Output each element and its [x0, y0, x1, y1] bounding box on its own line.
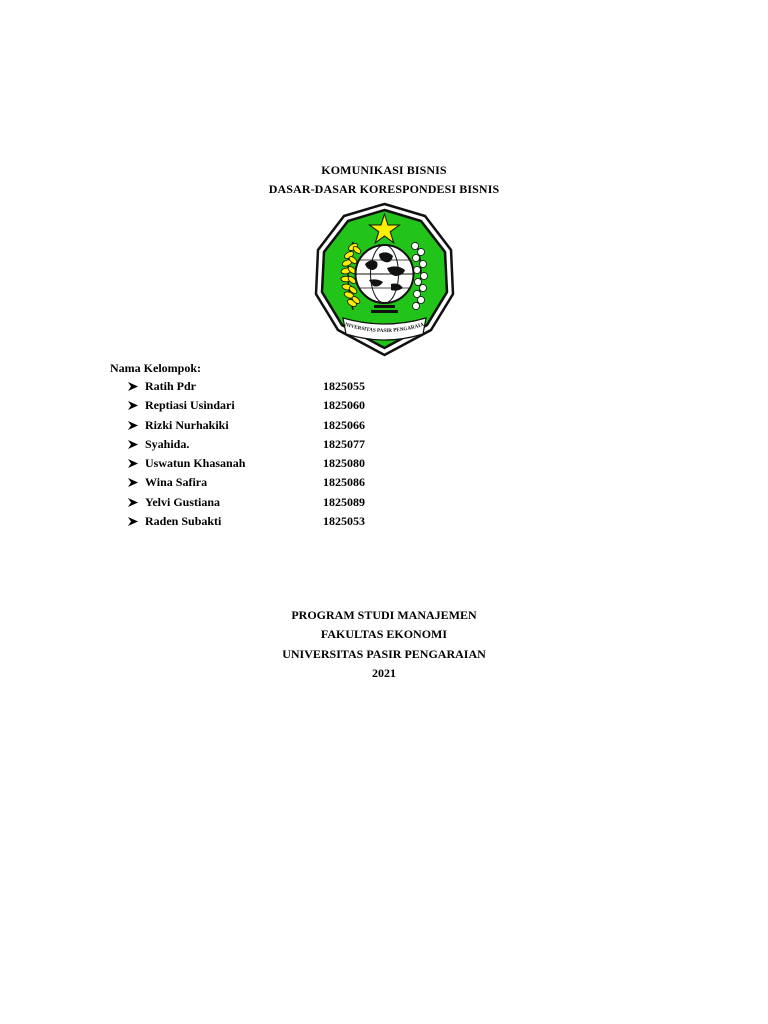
- member-name: Rizki Nurhakiki: [145, 417, 229, 432]
- university-name: UNIVERSITAS PASIR PENGARAIAN: [282, 646, 486, 661]
- member-id: 1825086: [323, 475, 365, 490]
- title-block: [0, 161, 768, 199]
- member-id: 1825060: [323, 398, 365, 413]
- member-id: 1825089: [323, 494, 365, 509]
- member-name: Reptiasi Usindari: [145, 398, 235, 413]
- arrowhead-bullet-icon: [128, 478, 138, 487]
- year: 2021: [372, 665, 396, 680]
- member-id: 1825077: [323, 436, 365, 451]
- course-title: KOMUNIKASI BISNIS: [321, 163, 447, 177]
- arrowhead-bullet-icon: [128, 382, 138, 391]
- member-name: Yelvi Gustiana: [145, 494, 221, 509]
- arrowhead-bullet-icon: [128, 517, 138, 526]
- member-name: Uswatun Khasanah: [145, 456, 246, 471]
- member-name: Wina Safira: [145, 475, 208, 490]
- assignment-title: DASAR-DASAR KORESPONDESI BISNIS: [268, 182, 500, 196]
- university-emblem-icon: [313, 202, 456, 357]
- arrowhead-bullet-icon: [128, 440, 138, 449]
- member-id: 1825055: [323, 379, 365, 393]
- arrowhead-bullet-icon: [128, 498, 138, 507]
- member-name: Raden Subakti: [145, 514, 222, 529]
- member-name: Syahida.: [145, 436, 190, 451]
- arrowhead-bullet-icon: [128, 421, 138, 430]
- member-id: 1825066: [323, 417, 365, 432]
- faculty: FAKULTAS EKONOMI: [320, 627, 448, 642]
- ribbon-text: NIVERSITAS PASIR PENGARAIA: [344, 321, 425, 335]
- member-name: Ratih Pdr: [145, 379, 196, 393]
- member-id: 1825053: [323, 514, 365, 529]
- group-label: Nama Kelompok:: [110, 361, 201, 375]
- arrowhead-bullet-icon: [128, 401, 138, 410]
- footer-block: [0, 606, 768, 683]
- member-id: 1825080: [323, 456, 365, 471]
- study-program: PROGRAM STUDI MANAJEMEN: [291, 608, 477, 622]
- arrowhead-bullet-icon: [128, 459, 138, 468]
